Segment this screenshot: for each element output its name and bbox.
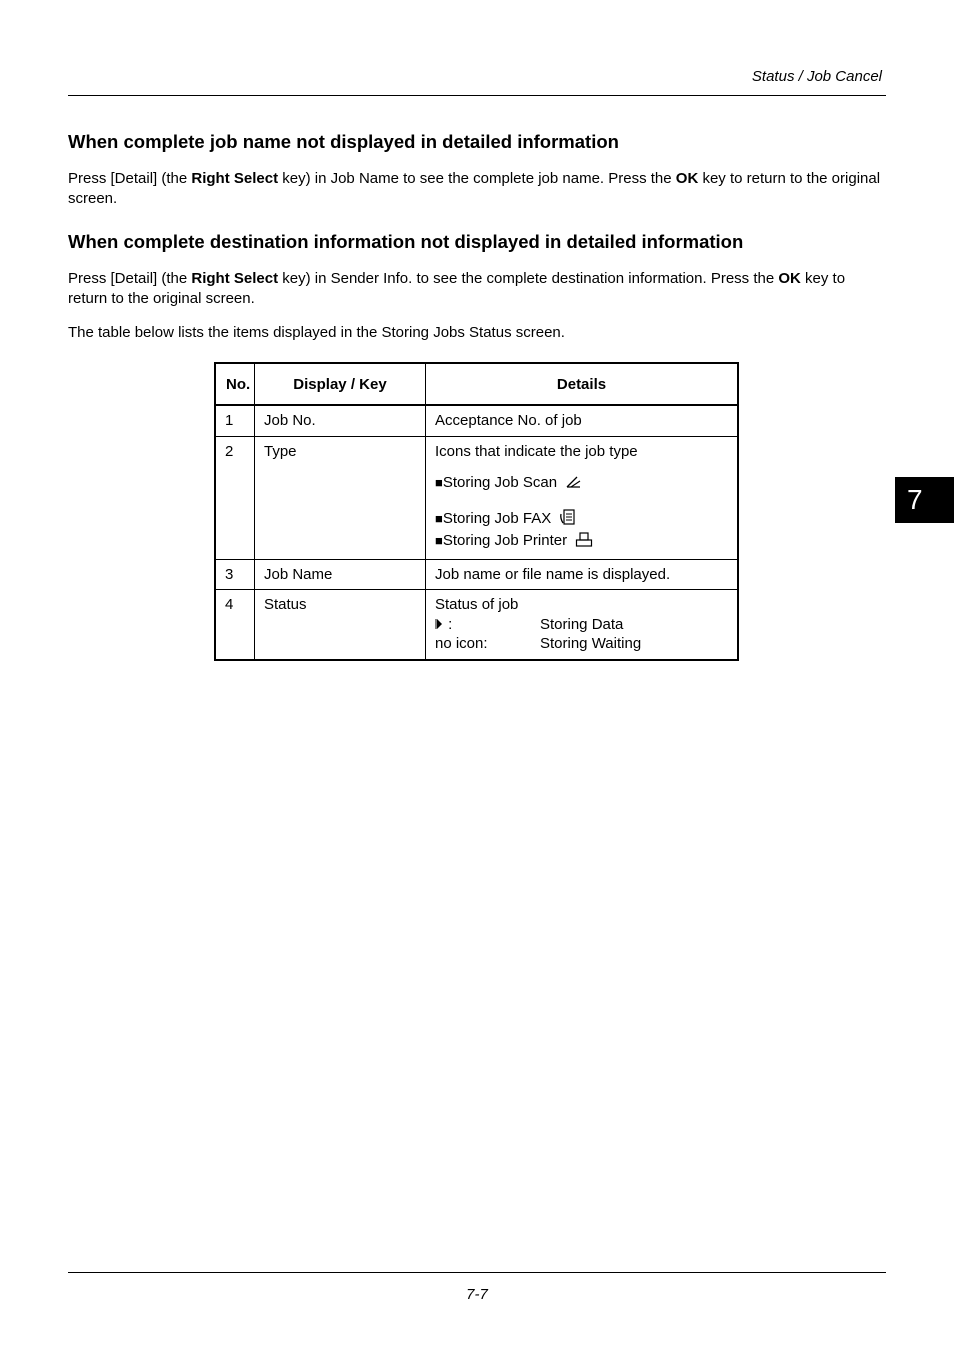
column-header-no: No. bbox=[215, 363, 255, 405]
status-key-label: : bbox=[448, 615, 453, 633]
bullet-square: ■ bbox=[435, 475, 443, 490]
cell-details: Job name or file name is displayed. bbox=[426, 559, 739, 590]
play-arrow-icon bbox=[435, 616, 444, 633]
type-label: Storing Job FAX bbox=[442, 509, 552, 527]
page-header-title: Status / Job Cancel bbox=[751, 68, 882, 85]
fax-icon bbox=[559, 508, 577, 532]
status-line-storing-waiting bbox=[435, 634, 728, 654]
type-item-fax bbox=[435, 508, 728, 532]
status-key: no icon: bbox=[435, 635, 488, 652]
text-run: Press [Detail] (the bbox=[68, 270, 192, 287]
status-key bbox=[435, 615, 540, 635]
cell-details bbox=[426, 436, 739, 559]
bullet-square: ■ bbox=[435, 510, 443, 526]
cell-no: 3 bbox=[215, 559, 255, 590]
type-description: Icons that indicate the job type bbox=[435, 442, 638, 460]
scan-icon bbox=[565, 474, 583, 496]
section-paragraph-job-name bbox=[68, 169, 886, 208]
cell-details: Acceptance No. of job bbox=[426, 405, 739, 436]
section-paragraph-destination bbox=[68, 269, 886, 308]
main-content bbox=[68, 130, 886, 343]
cell-key: Status bbox=[255, 590, 426, 660]
table-intro: The table below lists the items displayed in the Storing Jobs Status screen. bbox=[68, 324, 565, 341]
table-header-row bbox=[215, 363, 738, 405]
storing-jobs-status-table bbox=[214, 362, 739, 661]
top-divider bbox=[68, 95, 886, 96]
key-name-ok: OK bbox=[778, 270, 801, 287]
chapter-tab: 7 bbox=[895, 477, 954, 523]
text-run: key) in Sender Info. to see the complete destination information. Press the bbox=[278, 270, 779, 287]
text-run: key) in Job Name to see the complete job name. Press the bbox=[278, 170, 676, 187]
status-line-storing-data bbox=[435, 615, 728, 635]
cell-details bbox=[426, 590, 739, 660]
table-row bbox=[215, 590, 738, 660]
bottom-divider bbox=[68, 1272, 886, 1273]
column-header-display-key: Display / Key bbox=[255, 363, 426, 405]
type-item-printer bbox=[435, 531, 728, 554]
section-heading-destination: When complete destination information not displayed in detailed information bbox=[68, 231, 744, 252]
key-name-right-select: Right Select bbox=[191, 170, 279, 187]
bullet-square: ■ bbox=[435, 533, 443, 548]
column-header-details: Details bbox=[426, 363, 739, 405]
table-row bbox=[215, 559, 738, 590]
table-row bbox=[215, 436, 738, 559]
page-number: 7-7 bbox=[466, 1286, 488, 1303]
section-heading-job-name: When complete job name not displayed in detailed information bbox=[68, 131, 619, 152]
cell-no: 1 bbox=[215, 405, 255, 436]
type-label: Storing Job Scan bbox=[442, 474, 558, 491]
status-value: Storing Data bbox=[540, 615, 624, 633]
key-name-right-select: Right Select bbox=[191, 270, 279, 287]
cell-no: 2 bbox=[215, 436, 255, 559]
cell-key: Job No. bbox=[255, 405, 426, 436]
status-description: Status of job bbox=[435, 596, 519, 613]
cell-no: 4 bbox=[215, 590, 255, 660]
type-item-scan bbox=[435, 473, 728, 496]
text-run: key to return to the original screen. bbox=[68, 170, 881, 207]
cell-key: Type bbox=[255, 436, 426, 559]
text-run: Press [Detail] (the bbox=[68, 170, 192, 187]
table-row bbox=[215, 405, 738, 436]
printer-icon bbox=[575, 532, 593, 554]
type-label: Storing Job Printer bbox=[442, 532, 568, 549]
status-value: Storing Waiting bbox=[540, 635, 642, 652]
key-name-ok: OK bbox=[675, 170, 699, 187]
text-run: key to return to the original screen. bbox=[68, 270, 846, 307]
cell-key: Job Name bbox=[255, 559, 426, 590]
